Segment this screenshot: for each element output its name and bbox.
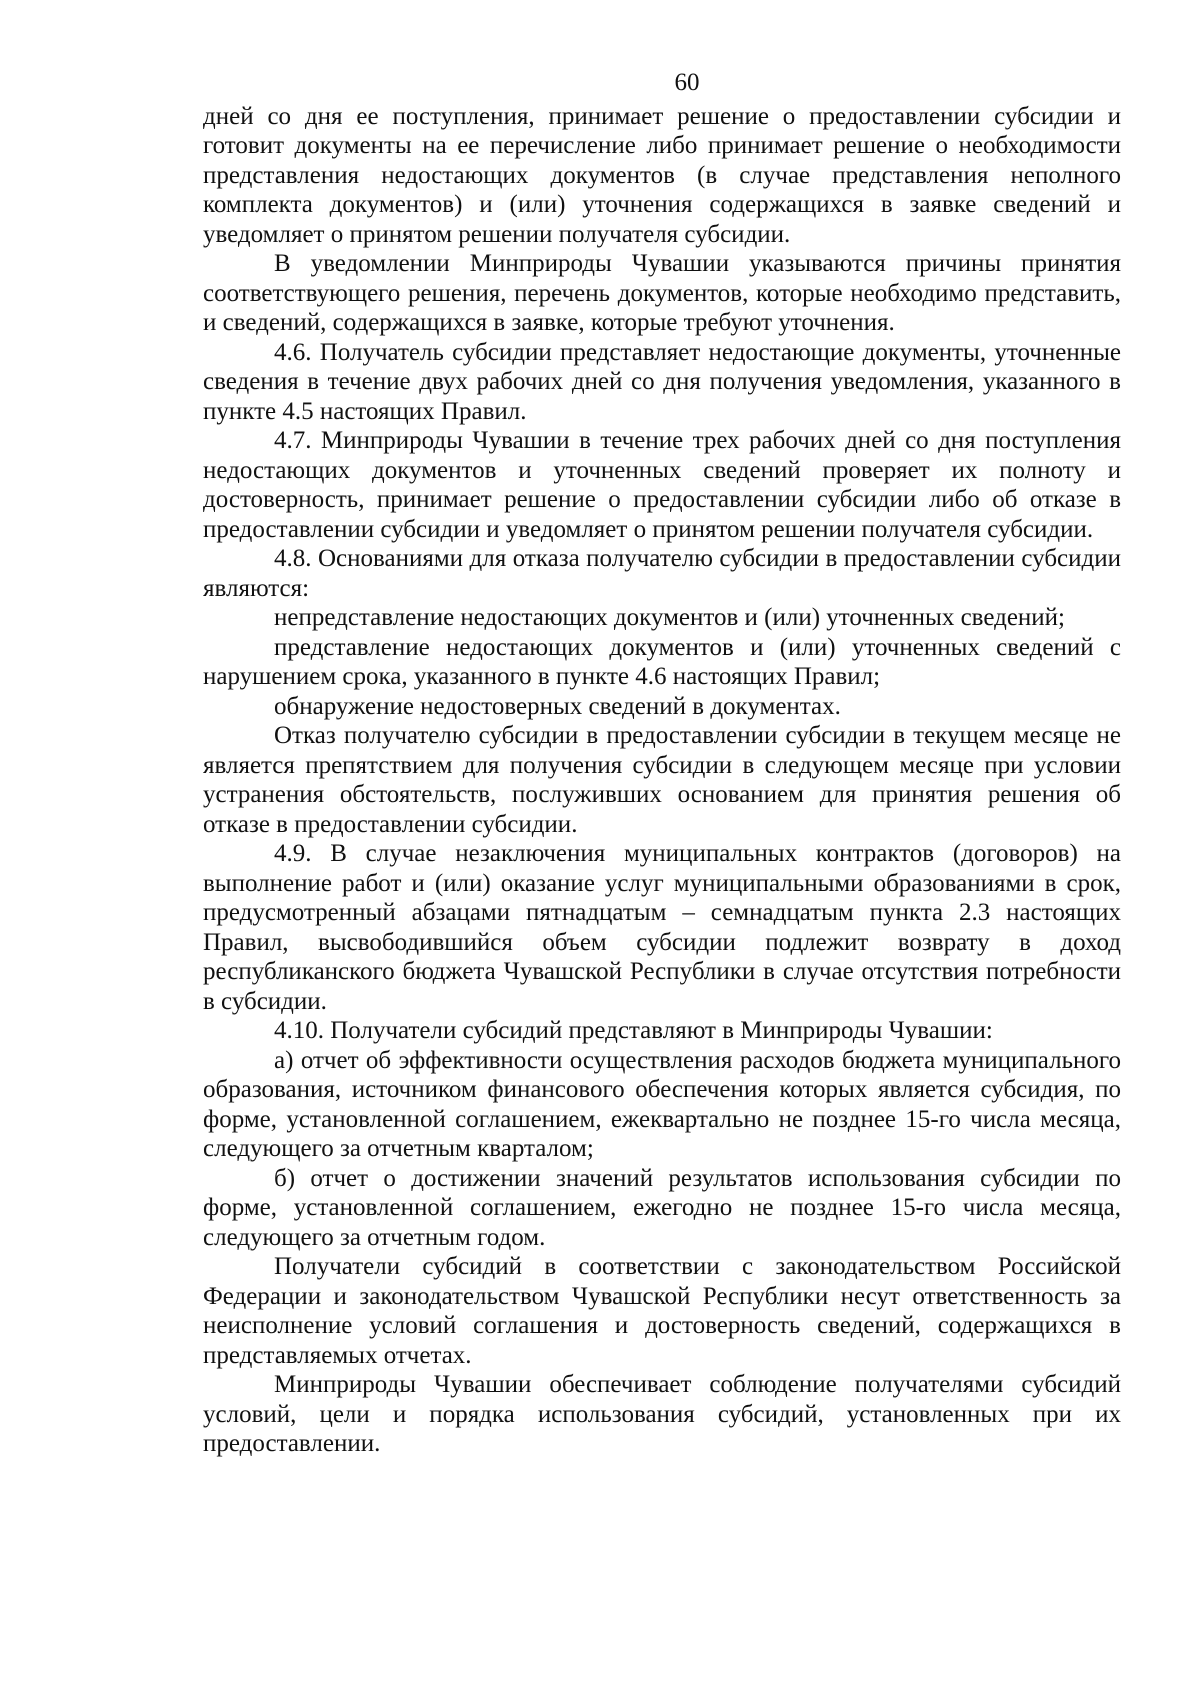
report-item-a: а) отчет об эффективности осуществления расходов бюджета муниципального образования, источником финансового обеспечения которых является субсидия, по форме, установленной соглашением, ежеквартально не позднее 15-го числа месяца, следующего за отчетным кварталом; bbox=[203, 1046, 1121, 1162]
paragraph-4-10: 4.10. Получатели субсидий представляют в Минприроды Чувашии: bbox=[274, 1017, 993, 1044]
refusal-ground-1: непредставление недостающих документов и (или) уточненных сведений; bbox=[274, 604, 1065, 631]
paragraph-4-7: 4.7. Минприроды Чувашии в течение трех рабочих дней со дня поступления недостающих документов и уточненных сведений проверяет их полноту и достоверность, принимает решение о предоставлении субсидии либо об отказе в предоставлении субсидии и уведомляет о принятом решении получателя субсидии. bbox=[203, 427, 1121, 543]
report-item-b: б) отчет о достижении значений результатов использования субсидии по форме, установленной соглашением, ежегодно не позднее 15-го числа месяца, следующего за отчетным годом. bbox=[203, 1164, 1121, 1251]
paragraph-notification-reasons: В уведомлении Минприроды Чувашии указываются причины принятия соответствующего решения, перечень документов, которые необходимо представить, и сведений, содержащихся в заявке, которые требуют уточнения. bbox=[203, 250, 1121, 336]
refusal-ground-3: обнаружение недостоверных сведений в документах. bbox=[274, 692, 841, 720]
document-page bbox=[203, 68, 1121, 1459]
paragraph-compliance: Минприроды Чувашии обеспечивает соблюдение получателями субсидий условий, цели и порядка использования субсидий, установленных при их предоставлении. bbox=[203, 1371, 1121, 1457]
refusal-ground-2: представление недостающих документов и (или) уточненных сведений с нарушением срока, указанного в пункте 4.6 настоящих Правил; bbox=[203, 633, 1121, 690]
paragraph-refusal-note: Отказ получателю субсидии в предоставлении субсидии в текущем месяце не является препятствием для получения субсидии в следующем месяце при условии устранения обстоятельств, послуживших основанием для принятия решения об отказе в предоставлении субсидии. bbox=[203, 722, 1121, 838]
page-number: 60 bbox=[674, 69, 700, 96]
paragraph-4-9: 4.9. В случае незаключения муниципальных контрактов (договоров) на выполнение работ и (или) оказание услуг муниципальными образованиями в срок, предусмотренный абзацами пятнадцатым – семнадцатым пункта 2.3 настоящих Правил, высвободившийся объем субсидии подлежит возврату в доход республиканского бюджета Чувашской Республики в случае отсутствия потребности в субсидии. bbox=[203, 840, 1121, 1015]
document-body bbox=[203, 102, 1121, 1459]
paragraph-4-8: 4.8. Основаниями для отказа получателю субсидии в предоставлении субсидии являются: bbox=[203, 545, 1121, 602]
paragraph-continuation: дней со дня ее поступления, принимает решение о предоставлении субсидии и готовит документы на ее перечисление либо принимает решение о необходимости представления недостающих документов (в случае представления неполного комплекта документов) и (или) уточнения содержащихся в заявке сведений и уведомляет о принятом решении получателя субсидии. bbox=[203, 102, 1121, 248]
paragraph-4-6: 4.6. Получатель субсидии представляет недостающие документы, уточненные сведения в течение двух рабочих дней со дня получения уведомления, указанного в пункте 4.5 настоящих Правил. bbox=[203, 338, 1121, 425]
paragraph-responsibility: Получатели субсидий в соответствии с законодательством Российской Федерации и законодательством Чувашской Республики несут ответственность за неисполнение условий соглашения и достоверность сведений, содержащихся в представляемых отчетах. bbox=[203, 1253, 1121, 1369]
